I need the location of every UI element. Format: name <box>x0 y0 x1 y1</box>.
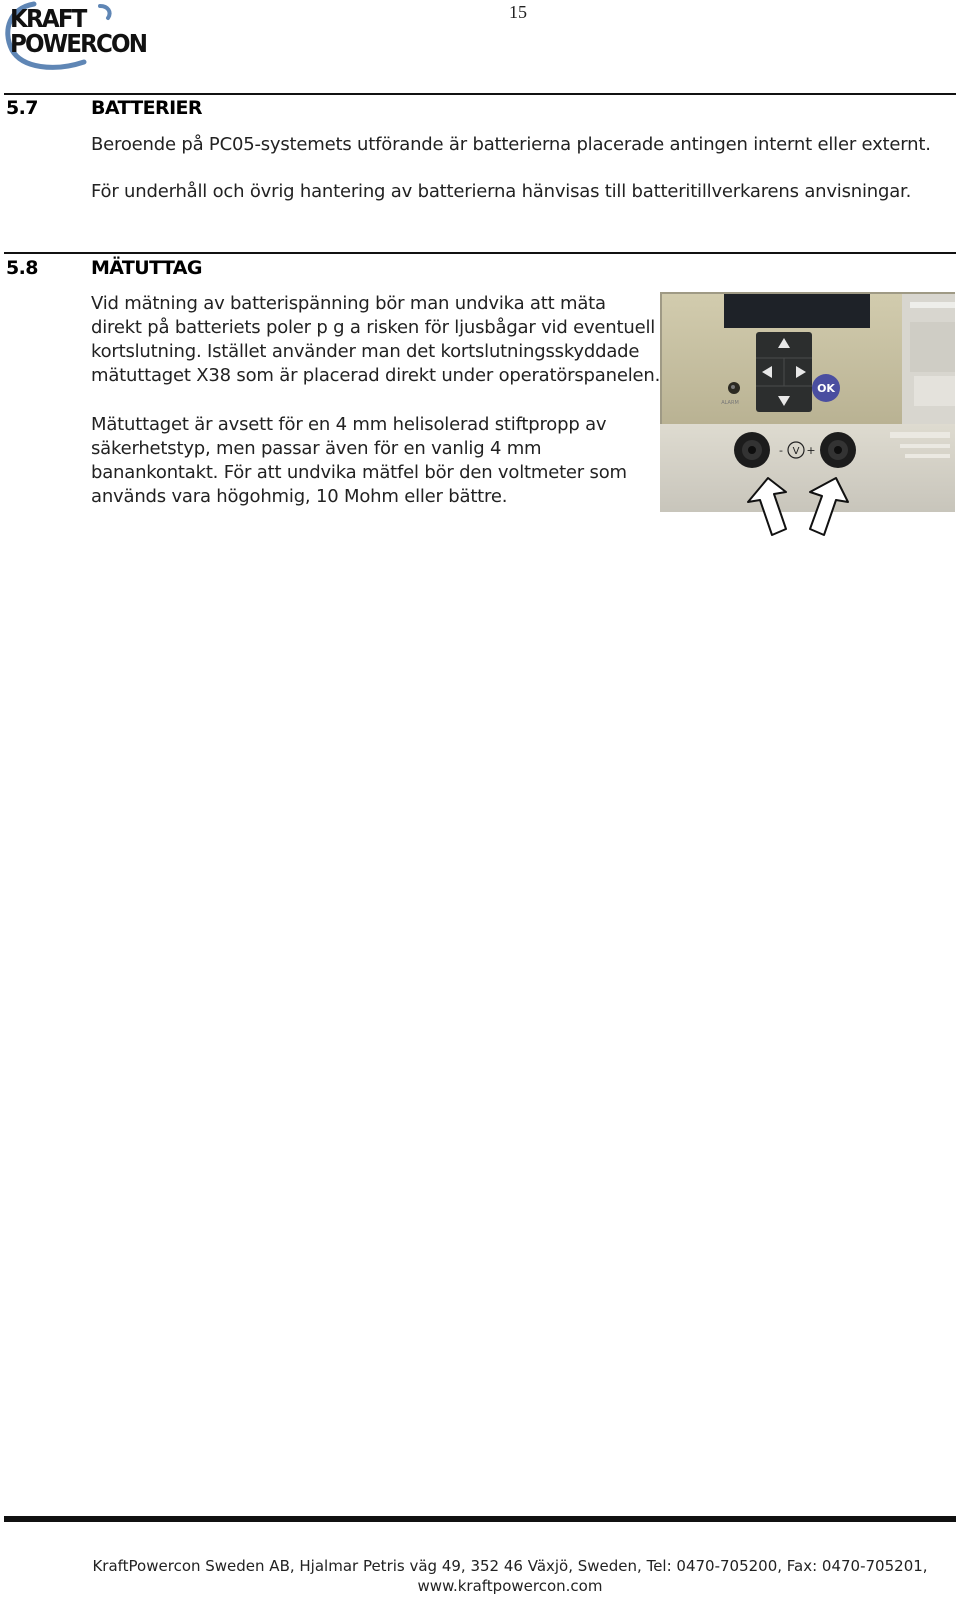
voltmeter-label: V <box>792 446 800 457</box>
section-rule <box>4 252 956 254</box>
ok-label: OK <box>817 382 835 395</box>
footer-rule <box>4 1516 956 1522</box>
paragraph <box>91 133 931 157</box>
paragraph-line: Beroende på PC05-systemets utförande är batterierna placerade antingen internt eller externt. <box>91 134 931 155</box>
footer-address: KraftPowercon Sweden AB, Hjalmar Petris väg 49, 352 46 Växjö, Sweden, Tel: 0470-705200, Fax: 0470-705201, <box>92 1557 928 1575</box>
paragraph-line: mätuttaget X38 som är placerad direkt under operatörspanelen. <box>91 365 661 386</box>
page-number: 15 <box>509 2 527 22</box>
paragraph-line: används vara högohmig, 10 Mohm eller bättre. <box>91 486 508 507</box>
minus-label: - <box>779 444 783 457</box>
logo-line-powercon: POWERCON <box>10 29 147 58</box>
kraft-powercon-logo <box>4 0 174 72</box>
paragraph-line: För underhåll och övrig hantering av batterierna hänvisas till batteritillverkarens anvisningar. <box>91 181 912 202</box>
paragraph-line: Mätuttaget är avsett för en 4 mm helisolerad stiftpropp av <box>91 414 607 435</box>
section-number: 5.7 <box>6 97 38 119</box>
paragraph-line: Vid mätning av batterispänning bör man undvika att mäta <box>91 293 606 314</box>
section-title: BATTERIER <box>91 97 202 119</box>
footer-website: www.kraftpowercon.com <box>417 1577 603 1595</box>
paragraph <box>91 180 911 204</box>
paragraph-line: säkerhetstyp, men passar även för en vanlig 4 mm <box>91 438 542 459</box>
display-screen <box>724 294 870 328</box>
alarm-label: ALARM <box>721 400 739 406</box>
paragraph-line: direkt på batteriets poler p g a risken för ljusbågar vid eventuell <box>91 317 656 338</box>
plus-label: + <box>806 444 816 457</box>
logo-line-kraft: KRAFT <box>10 4 86 33</box>
operator-panel-photo <box>660 292 955 537</box>
paragraph-line: kortslutning. Istället använder man det kortslutningsskyddade <box>91 341 640 362</box>
section-title: MÄTUTTAG <box>91 257 202 279</box>
paragraph-line: banankontakt. För att undvika mätfel bör den voltmeter som <box>91 462 627 483</box>
paragraph <box>91 292 660 388</box>
section-number: 5.8 <box>6 257 38 279</box>
section-rule <box>4 93 956 95</box>
paragraph <box>91 413 627 509</box>
